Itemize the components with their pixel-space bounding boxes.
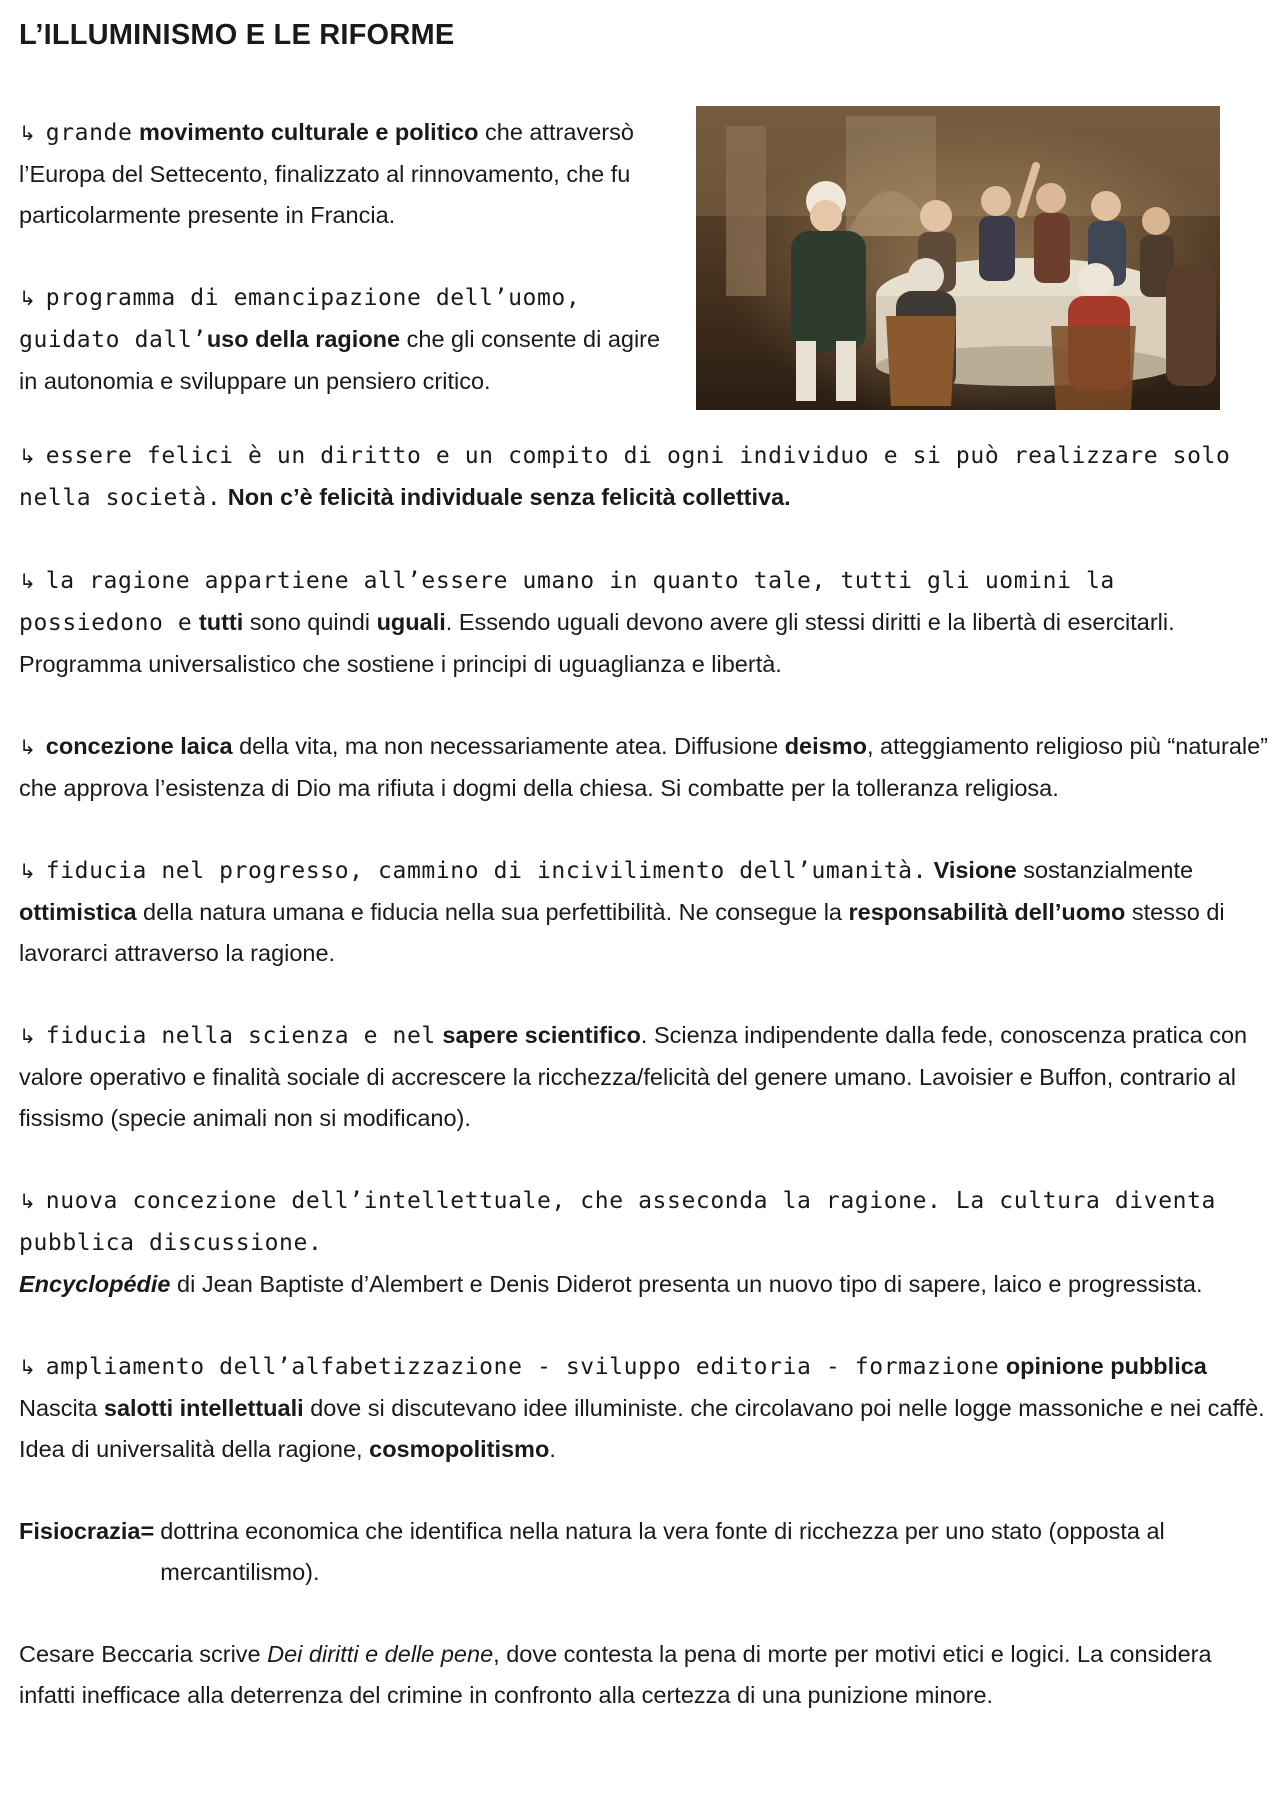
- paragraph-intellettuale: ↳ nuova concezione dell’intellettuale, che asseconda la ragione. La cultura diventa pubblica discussione.: [19, 1188, 1216, 1256]
- arrow-icon: ↳: [19, 859, 36, 883]
- page-title: L’ILLUMINISMO E LE RIFORME: [19, 19, 455, 51]
- intro-block: [19, 60, 1269, 435]
- paragraph-progresso: ↳ fiducia nel progresso, cammino di incivilimento dell’umanità. Visione sostanzialmente ottimistica della natura umana e fiducia nella sua perfettibilità. Ne consegue la responsabilità dell’uomo stesso di lavorarci attraverso la ragione.: [19, 857, 1225, 966]
- paragraph-emancipazione: ↳ programma di emancipazione dell’uomo, guidato dall’uso della ragione che gli consente di agire in autonomia e sviluppare un pensiero critico.: [19, 285, 661, 394]
- arrow-icon: ↳: [19, 1024, 36, 1048]
- arrow-icon: ↳: [19, 121, 36, 145]
- paragraph-beccaria: Cesare Beccaria scrive Dei diritti e delle pene, dove contesta la pena di morte per motivi etici e logici. La considera infatti inefficace alla deterrenza del crimine in confronto alla certezza di una punizione minore.: [19, 1641, 1212, 1708]
- enlightenment-salon-painting-icon: [696, 106, 1220, 410]
- paragraph-encyclopedie: Encyclopédie di Jean Baptiste d’Alembert e Denis Diderot presenta un nuovo tipo di sapere, laico e progressista.: [19, 1271, 1203, 1297]
- paragraph-ragione: ↳ la ragione appartiene all’essere umano in quanto tale, tutti gli uomini la possiedono e tutti sono quindi uguali. Essendo uguali devono avere gli stessi diritti e la libertà di esercitarli. Programma universalistico che sostiene i principi di uguaglianza e libertà.: [19, 568, 1175, 677]
- arrow-icon: ↳: [19, 1355, 36, 1379]
- paragraph-scienza: ↳ fiducia nella scienza e nel sapere scientifico. Scienza indipendente dalla fede, conoscenza pratica con valore operativo e finalità sociale di accrescere la ricchezza/felicità del genere umano. Lavoisier e Buffon, contrario al fissismo (specie animali non si modificano).: [19, 1022, 1248, 1131]
- arrow-icon: ↳: [19, 286, 36, 310]
- arrow-icon: ↳: [19, 569, 36, 593]
- paragraph-fisiocrazia: [19, 1511, 1269, 1593]
- fisiocrazia-definition: dottrina economica che identifica nella natura la vera fonte di ricchezza per uno stato (opposta al mercantilismo).: [160, 1518, 1165, 1585]
- arrow-icon: ↳: [19, 1189, 36, 1213]
- paragraph-laica: ↳ concezione laica della vita, ma non necessariamente atea. Diffusione deismo, atteggiamento religioso più “naturale” che approva l’esistenza di Dio ma rifiuta i dogmi della chiesa. Si combatte per la tolleranza religiosa.: [19, 733, 1269, 801]
- fisiocrazia-term: Fisiocrazia=: [19, 1518, 155, 1544]
- paragraph-movimento: ↳ grande movimento culturale e politico che attraversò l’Europa del Settecento, finalizzato al rinnovamento, che fu particolarmente presente in Francia.: [19, 119, 634, 228]
- intro-text: [19, 112, 679, 402]
- arrow-icon: ↳: [19, 444, 36, 468]
- paragraph-alfabetizzazione: ↳ ampliamento dell’alfabetizzazione - sviluppo editoria - formazione opinione pubblica: [19, 1353, 1207, 1380]
- paragraph-felicita: ↳ essere felici è un diritto e un compito di ogni individuo e si può realizzare solo nella società. Non c’è felicità individuale senza felicità collettiva.: [19, 443, 1231, 511]
- arrow-icon: ↳: [19, 735, 36, 759]
- document-page: [19, 14, 1269, 1716]
- paragraph-salotti: Nascita salotti intellettuali dove si discutevano idee illuministe. che circolavano poi nelle logge massoniche e nei caffè. Idea di universalità della ragione, cosmopolitismo.: [19, 1395, 1265, 1462]
